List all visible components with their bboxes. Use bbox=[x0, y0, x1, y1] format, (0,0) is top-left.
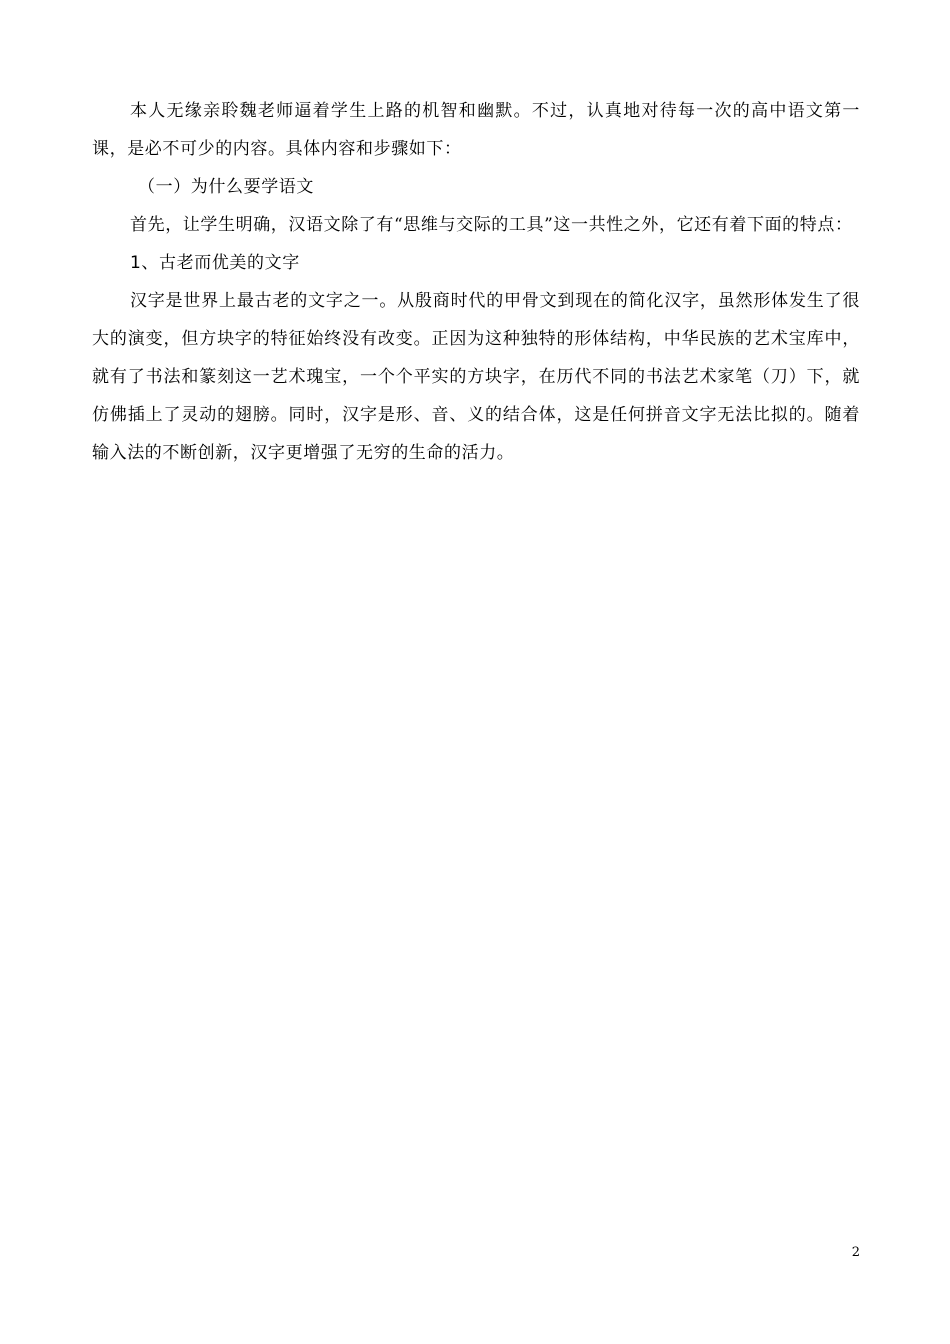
body-paragraph: 汉字是世界上最古老的文字之一。从殷商时代的甲骨文到现在的简化汉字，虽然形体发生了很大的演变，但方块字的特征始终没有改变。正因为这种独特的形体结构，中华民族的艺术宝库中，就有了书法和篆刻这一艺术瑰宝，一个个平实的方块字，在历代不同的书法艺术家笔（刀）下，就仿佛插上了灵动的翅膀。同时，汉字是形、音、义的结合体，这是任何拼音文字无法比拟的。随着输入法的不断创新，汉字更增强了无穷的生命的活力。 bbox=[92, 291, 860, 463]
subheading: 1、古老而优美的文字 bbox=[130, 253, 300, 273]
intro-paragraph: 本人无缘亲聆魏老师逼着学生上路的机智和幽默。不过，认真地对待每一次的高中语文第一课，是必不可少的内容。具体内容和步骤如下： bbox=[92, 101, 860, 159]
page-content bbox=[92, 92, 860, 472]
section-intro-paragraph: 首先，让学生明确，汉语文除了有“思维与交际的工具”这一共性之外，它还有着下面的特点： bbox=[130, 215, 853, 235]
section-heading: （一）为什么要学语文 bbox=[138, 177, 314, 197]
page-number: 2 bbox=[851, 1245, 860, 1260]
